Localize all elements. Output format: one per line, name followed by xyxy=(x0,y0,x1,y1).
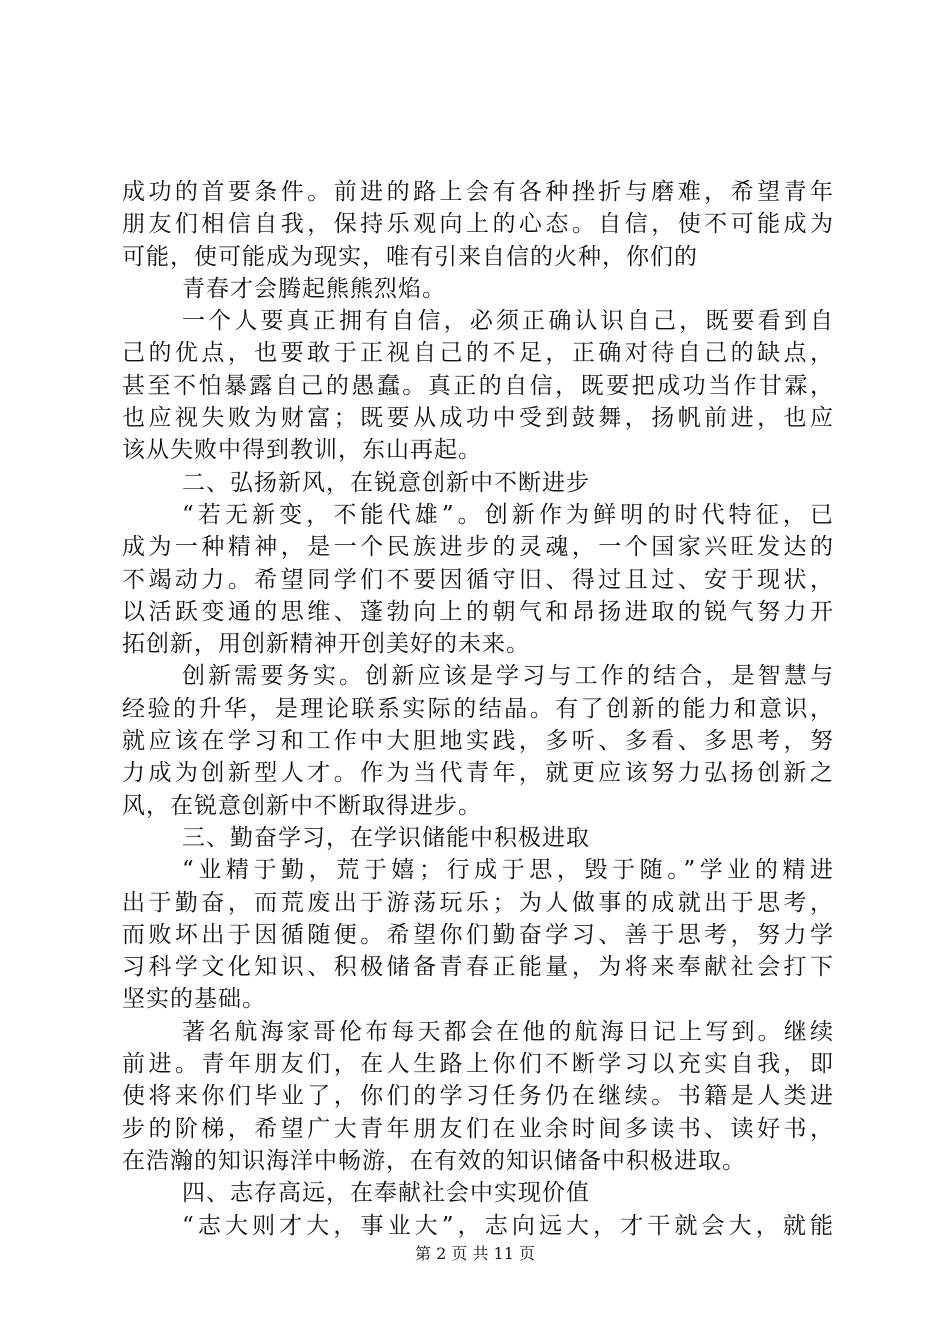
text-line: 该从失败中得到教训，东山再起。 xyxy=(122,437,482,464)
text-line: 成为一种精神，是一个民族进步的灵魂，一个国家兴旺发达的 xyxy=(122,534,834,561)
text-line: 就应该在学习和工作中大胆地实践，多听、多看、多思考，努 xyxy=(122,728,834,755)
text-line: 坚实的基础。 xyxy=(122,986,266,1013)
text-line: 力成为创新型人才。作为当代青年，就更应该努力弘扬创新之 xyxy=(122,760,834,787)
text-line: 四、志存高远，在奉献社会中实现价值 xyxy=(182,1180,590,1207)
text-line: “业精于勤，荒于嬉；行成于思，毁于随。”学业的精进 xyxy=(182,857,834,884)
text-line: 甚至不怕暴露自己的愚蠢。真正的自信，既要把成功当作甘霖， xyxy=(122,372,834,399)
text-line: 成功的首要条件。前进的路上会有各种挫折与磨难，希望青年 xyxy=(122,179,834,205)
text-line: 经验的升华，是理论联系实际的结晶。有了创新的能力和意识， xyxy=(122,695,834,722)
text-line: “若无新变，不能代雄”。创新作为鲜明的时代特征，已 xyxy=(182,501,834,528)
text-line: 前进。青年朋友们，在人生路上你们不断学习以充实自我，即 xyxy=(122,1051,834,1078)
text-line: 拓创新，用创新精神开创美好的未来。 xyxy=(122,631,530,658)
text-line: 在浩瀚的知识海洋中畅游，在有效的知识储备中积极进取。 xyxy=(122,1147,746,1174)
text-line: 三、勤奋学习，在学识储能中积极进取 xyxy=(182,824,590,851)
text-line: 也应视失败为财富；既要从成功中受到鼓舞，扬帆前进，也应 xyxy=(122,405,834,432)
page-footer: 第 2 页 共 11 页 xyxy=(415,1244,535,1263)
text-line: 一个人要真正拥有自信，必须正确认识自己，既要看到自 xyxy=(182,308,834,335)
text-line: 使将来你们毕业了，你们的学习任务仍在继续。书籍是人类进 xyxy=(122,1083,834,1110)
text-line: 而败坏出于因循随便。希望你们勤奋学习、善于思考，努力学 xyxy=(122,921,834,948)
text-line: 青春才会腾起熊熊烈焰。 xyxy=(182,275,446,302)
text-line: 朋友们相信自我，保持乐观向上的心态。自信，使不可能成为 xyxy=(122,211,834,238)
text-line: 习科学文化知识、积极储备青春正能量，为将来奉献社会打下 xyxy=(122,954,834,981)
document-body xyxy=(122,176,834,1242)
text-line: 以活跃变通的思维、蓬勃向上的朝气和昂扬进取的锐气努力开 xyxy=(122,598,834,625)
text-line: 风，在锐意创新中不断取得进步。 xyxy=(122,792,482,819)
text-line: 创新需要务实。创新应该是学习与工作的结合，是智慧与 xyxy=(182,663,834,690)
text-line: 己的优点，也要敢于正视自己的不足，正确对待自己的缺点， xyxy=(122,340,834,367)
text-line: 出于勤奋，而荒废出于游荡玩乐；为人做事的成就出于思考， xyxy=(122,889,834,916)
text-line: 著名航海家哥伦布每天都会在他的航海日记上写到。继续 xyxy=(182,1018,834,1045)
text-line: 二、弘扬新风，在锐意创新中不断进步 xyxy=(182,469,590,496)
text-line: 不竭动力。希望同学们不要因循守旧、得过且过、安于现状， xyxy=(122,566,834,593)
text-line: 可能，使可能成为现实，唯有引来自信的火种，你们的 xyxy=(122,243,698,270)
text-line: 步的阶梯，希望广大青年朋友们在业余时间多读书、读好书， xyxy=(122,1115,834,1142)
text-line: “志大则才大，事业大”，志向远大，才干就会大，就能 xyxy=(182,1212,834,1239)
